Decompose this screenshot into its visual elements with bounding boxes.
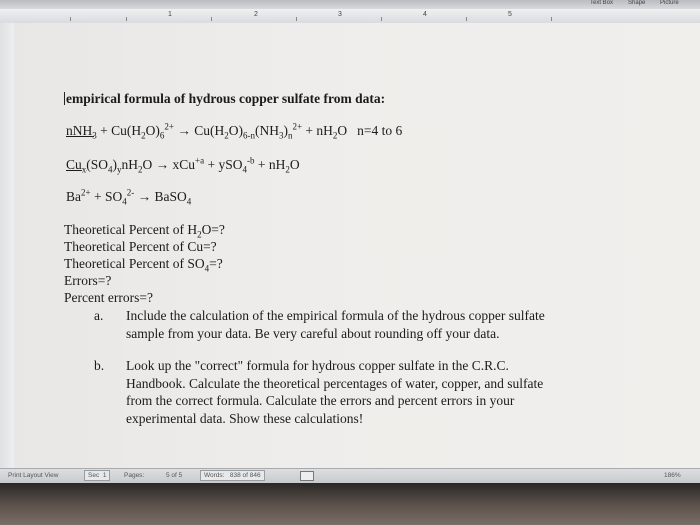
pages-value: 5 of 5 [166,472,183,479]
item-b-label: b. [94,358,105,373]
ruler-tick [296,17,297,21]
document-page[interactable] [14,23,700,468]
zoom-level[interactable]: 186% [664,472,681,479]
ribbon-text-box-label[interactable]: Text Box [590,0,614,6]
ruler-tick [466,17,467,21]
question-percent-copper[interactable]: Theoretical Percent of Cu=? [64,239,217,254]
spelling-check-icon[interactable] [300,471,314,481]
word-count[interactable]: Words: 838 of 846 [200,470,265,481]
ruler-number: 2 [254,11,258,18]
laptop-bezel [0,483,700,525]
pages-label: Pages: [124,472,145,479]
section-indicator: Sec 1 [84,470,110,481]
ruler-number: 4 [423,11,427,18]
question-percent-sulfate[interactable]: Theoretical Percent of $SO_4=$? [64,256,223,274]
item-a-paragraph[interactable]: Include the calculation of the empirical formula of the hydrous copper sulfate sample from your data. Be very careful about rounding off your data. [126,308,545,341]
ribbon-picture-label[interactable]: Picture [660,0,679,6]
ribbon-shape-label[interactable]: Shape [628,0,646,6]
text-cursor [64,92,65,105]
ruler-number: 3 [338,11,342,18]
n-range-condition: n=4 to 6 [357,123,403,138]
horizontal-ruler[interactable] [0,9,700,24]
ruler-number: 5 [508,11,512,18]
ruler-tick [70,17,71,21]
ruler-tick [381,17,382,21]
question-percent-water[interactable]: Theoretical Percent of $H_2O=$? [64,222,225,240]
equation-ammonia-complex[interactable]: $nNH_3 + Cu(H_2O)_6^{2+} \to Cu(H_2O)_{6-n}(NH_3)_n^{2+} + nH_2O$ n=4 to 6 [66,121,403,141]
ruler-tick [126,17,127,21]
item-a-label: a. [94,308,104,323]
ruler-tick [211,17,212,21]
document-title-line[interactable]: empirical formula of hydrous copper sulfate from data: [66,91,386,106]
question-errors[interactable]: Errors=? [64,273,112,288]
view-mode-label[interactable]: Print Layout View [8,472,59,479]
vertical-ruler[interactable] [0,23,15,468]
question-percent-errors[interactable]: Percent errors=? [64,290,153,305]
equation-barium-sulfate[interactable]: $Ba^{2+} + SO_4^{2-}$ → BaSO$_4$ [66,187,192,207]
ruler-tick [551,17,552,21]
status-bar [0,468,700,483]
ruler-number: 1 [168,11,172,18]
equation-dissociation[interactable]: $Cu_x(SO_4)_ynH_2O \to xCu^{+a} + ySO_4^{-b} + nH_2O$ [66,155,300,175]
item-b-paragraph[interactable]: Look up the "correct" formula for hydrous copper sulfate in the C.R.C. Handbook. Calculate the theoretical percentages of water, copper, and sulfate from the correct formula. Calculate the errors and percent errors in your experimental data. Show these calculations! [126,358,544,426]
